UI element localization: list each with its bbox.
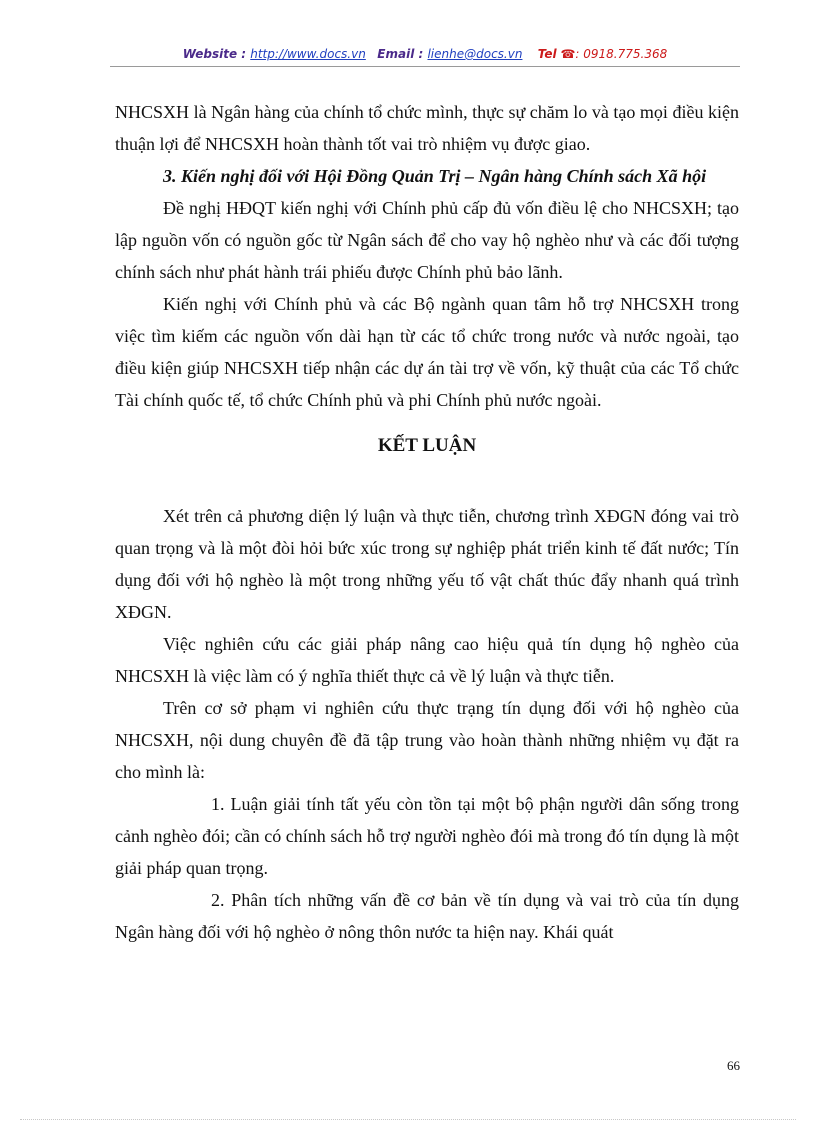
email-link[interactable]: lienhe@docs.vn [427, 47, 523, 61]
list-item-1: 1. Luận giải tính tất yếu còn tồn tại một bộ phận người dân sống trong cảnh nghèo đói; cần có chính sách hỗ trợ người nghèo đói mà trong đó tín dụng là một giải pháp quan trọng. [115, 794, 739, 878]
paragraph-conclusion-2: Việc nghiên cứu các giải pháp nâng cao hiệu quả tín dụng hộ nghèo của NHCSXH là việc làm có ý nghĩa thiết thực cả về lý luận và thực tiễn. [115, 634, 739, 686]
conclusion-title: KẾT LUẬN [377, 435, 477, 456]
phone-icon: ☎ [560, 47, 576, 61]
website-separator: : [237, 47, 251, 61]
section-heading: 3. Kiến nghị đối với Hội Đồng Quản Trị – Ngân hàng Chính sách Xã hội [163, 166, 707, 186]
document-body [115, 96, 739, 948]
paragraph-conclusion-1: Xét trên cả phương diện lý luận và thực tiễn, chương trình XĐGN đóng vai trò quan trọng và là một đòi hỏi bức xúc trong sự nghiệp phát triển kinh tế đất nước; Tín dụng đối với hộ nghèo là một trong những yếu tố vật chất thúc đẩy nhanh quá trình XĐGN. [115, 506, 739, 622]
paragraph-hdqt: Đề nghị HĐQT kiến nghị với Chính phủ cấp đủ vốn điều lệ cho NHCSXH; tạo lập nguồn vốn có nguồn gốc từ Ngân sách để cho vay hộ nghèo như và các đối tượng chính sách như phát hành trái phiếu được Chính phủ bảo lãnh. [115, 198, 739, 282]
website-link[interactable]: http://www.docs.vn [250, 47, 366, 61]
page-header [110, 47, 740, 61]
tel-number: : 0918.775.368 [575, 47, 668, 61]
paragraph-recommendation: Kiến nghị với Chính phủ và các Bộ ngành quan tâm hỗ trợ NHCSXH trong việc tìm kiếm các nguồn vốn dài hạn từ các tổ chức trong nước và nước ngoài, tạo điều kiện giúp NHCSXH tiếp nhận các dự án tài trợ về vốn, kỹ thuật của các Tổ chức Tài chính quốc tế, tổ chức Chính phủ và phi Chính phủ nước ngoài. [115, 294, 739, 410]
page-border [20, 1119, 796, 1120]
paragraph-continuation: NHCSXH là Ngân hàng của chính tổ chức mình, thực sự chăm lo và tạo mọi điều kiện thuận lợi để NHCSXH hoàn thành tốt vai trò nhiệm vụ được giao. [115, 102, 739, 154]
email-label: Email [377, 47, 415, 61]
email-separator: : [414, 47, 428, 61]
website-label: Website [182, 47, 238, 61]
paragraph-conclusion-3: Trên cơ sở phạm vi nghiên cứu thực trạng tín dụng đối với hộ nghèo của NHCSXH, nội dung chuyên đề đã tập trung vào hoàn thành những nhiệm vụ đặt ra cho mình là: [115, 698, 739, 782]
list-item-2: 2. Phân tích những vấn đề cơ bản về tín dụng và vai trò của tín dụng Ngân hàng đối với hộ nghèo ở nông thôn nước ta hiện nay. Khái quát [115, 890, 739, 942]
tel-label: Tel [537, 47, 557, 61]
header-divider [110, 66, 740, 67]
page-number: 66 [727, 1058, 740, 1073]
